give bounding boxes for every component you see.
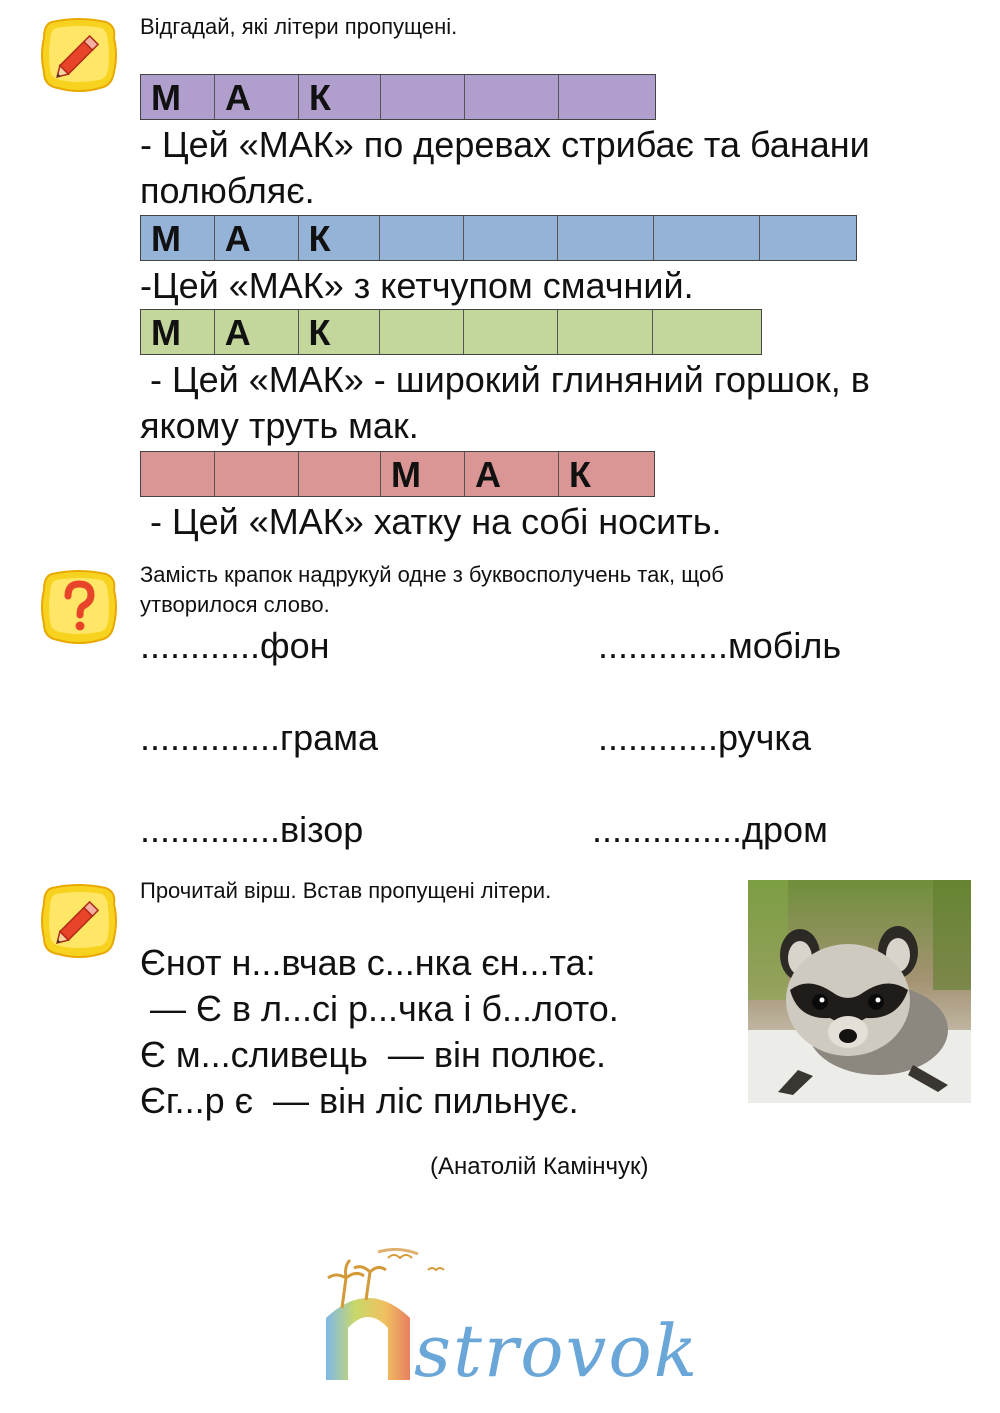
word-grid-3 (140, 309, 762, 355)
grid-cell[interactable]: К (299, 216, 381, 260)
grid-cell[interactable]: К (299, 310, 381, 354)
pencil-icon (38, 14, 120, 96)
poem-line: — Є в л...сі р...чка і б...лото. (140, 988, 619, 1029)
clue-text: -Цей «МАК» з кетчупом смачний. (140, 265, 694, 306)
grid-cell[interactable] (558, 216, 654, 260)
grid-cell[interactable] (653, 310, 761, 354)
fill-in-word[interactable]: .............мобіль (598, 625, 842, 666)
fill-in-word[interactable]: ...............дром (592, 809, 828, 850)
word-grid-1 (140, 74, 656, 120)
grid-cell[interactable] (464, 310, 558, 354)
grid-cell[interactable] (558, 310, 654, 354)
question-icon (38, 566, 120, 648)
grid-cell[interactable] (464, 216, 558, 260)
task2-instruction: Замість крапок надрукуй одне з буквосполучень так, щоб (140, 562, 724, 587)
clue-text: - Цей «МАК» по деревах стрибає та банани (140, 124, 870, 165)
word-grid-4 (140, 451, 655, 497)
grid-cell[interactable]: М (381, 452, 465, 496)
poem-author: (Анатолій Камінчук) (430, 1153, 649, 1180)
poem-line: Єнот н...вчав с...нка єн...та: (140, 942, 596, 983)
grid-cell[interactable] (141, 452, 215, 496)
grid-cell[interactable] (559, 75, 655, 119)
grid-cell[interactable]: А (465, 452, 559, 496)
grid-cell[interactable]: К (569, 454, 591, 495)
logo-text: strovok (414, 1309, 700, 1388)
pencil-icon (38, 880, 120, 962)
grid-cell[interactable] (654, 216, 761, 260)
grid-cell[interactable] (380, 310, 464, 354)
word-grid-2 (140, 215, 857, 261)
grid-cell[interactable]: М (141, 310, 215, 354)
grid-cell[interactable] (215, 452, 299, 496)
clue-text: - Цей «МАК» хатку на собі носить. (140, 501, 722, 542)
fill-in-word[interactable]: ............ручка (598, 717, 811, 758)
grid-cell[interactable]: А (215, 75, 299, 119)
raccoon-photo (748, 880, 971, 1103)
fill-in-word[interactable]: ..............грама (140, 717, 378, 758)
clue-text: полюбляє. (140, 170, 315, 211)
clue-text: якому труть мак. (140, 405, 419, 446)
grid-cell[interactable] (380, 216, 464, 260)
fill-in-word[interactable]: ..............візор (140, 809, 364, 850)
grid-cell[interactable] (299, 452, 381, 496)
clue-text: - Цей «МАК» - широкий глиняний горшок, в (140, 359, 870, 400)
grid-cell[interactable]: А (215, 310, 299, 354)
grid-cell[interactable] (381, 75, 465, 119)
poem-line: Єг...р є — він ліс пильнує. (140, 1080, 579, 1121)
grid-cell[interactable]: К (299, 75, 381, 119)
poem-line: Є м...сливець — він полює. (140, 1034, 606, 1075)
ostrovok-logo (318, 1248, 758, 1388)
fill-in-word[interactable]: ............фон (140, 625, 330, 666)
grid-cell[interactable] (465, 75, 559, 119)
task1-instruction: Відгадай, які літери пропущені. (140, 14, 458, 39)
grid-cell[interactable]: А (215, 216, 299, 260)
grid-cell[interactable] (760, 216, 856, 260)
task2-instruction: утворилося слово. (140, 592, 330, 617)
grid-cell[interactable]: М (141, 216, 215, 260)
grid-cell[interactable]: М (141, 75, 215, 119)
task3-instruction: Прочитай вірш. Встав пропущені літери. (140, 878, 552, 903)
